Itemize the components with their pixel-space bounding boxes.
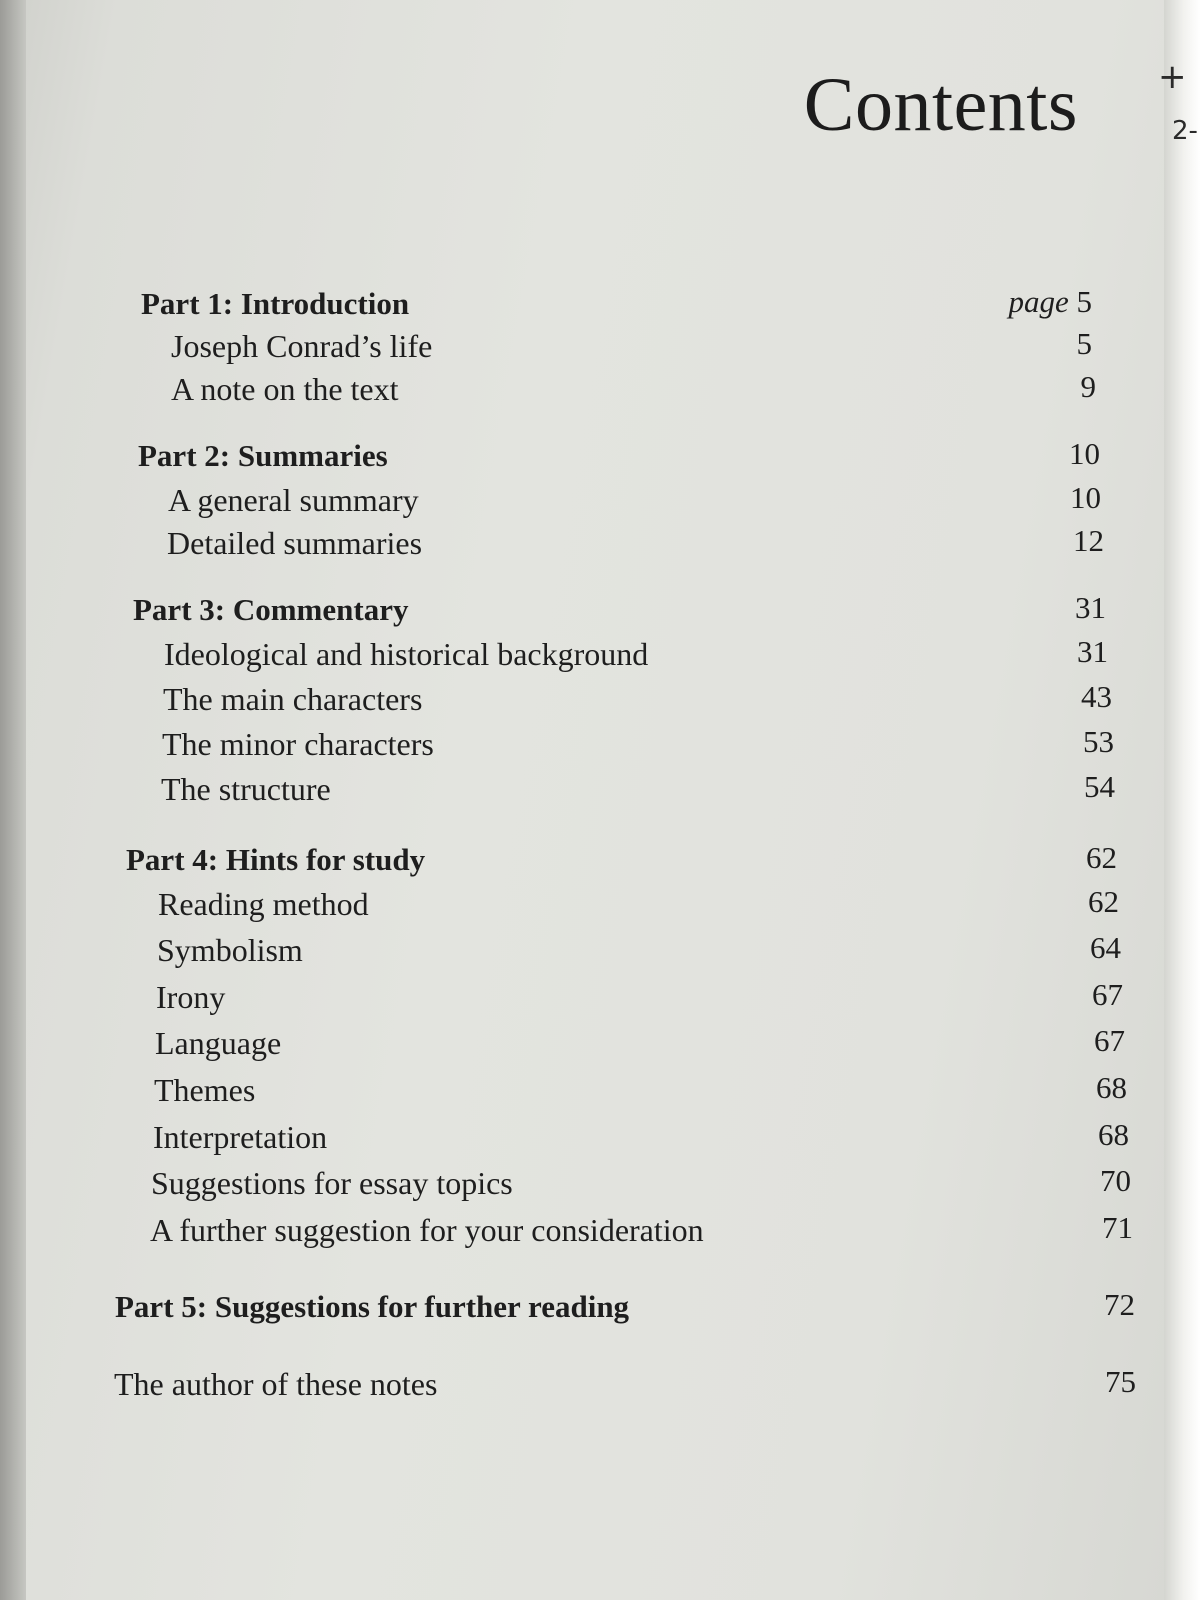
toc-part-heading: Part 1: Introduction — [141, 286, 410, 321]
toc-entry-label: Detailed summaries — [167, 525, 423, 561]
toc-part-heading: Part 3: Commentary — [133, 592, 409, 627]
toc-part-heading: Part 5: Suggestions for further reading — [115, 1289, 630, 1324]
toc-page-number: 68 — [1096, 1070, 1127, 1105]
toc-entry-label: A note on the text — [171, 371, 399, 407]
toc-entry-label: Language — [155, 1025, 282, 1061]
toc-entry-label: Reading method — [158, 886, 369, 922]
toc-page-number: 9 — [1080, 369, 1096, 404]
toc-page-number: 71 — [1102, 1210, 1133, 1245]
toc-entry-label: The author of these notes — [114, 1366, 438, 1402]
toc-entry-label: The structure — [161, 771, 331, 807]
toc-page-number: 67 — [1094, 1023, 1125, 1058]
toc-page-number: 10 — [1070, 480, 1101, 515]
page-prefix: page — [1008, 284, 1069, 319]
toc-entry-label: A further suggestion for your consideration — [150, 1212, 704, 1248]
toc-page-number: 10 — [1069, 436, 1100, 471]
toc-page-number: 75 — [1105, 1364, 1136, 1399]
toc-page-number: 31 — [1075, 590, 1106, 625]
toc-page-number: 54 — [1084, 769, 1115, 804]
toc-page-number: 72 — [1104, 1287, 1135, 1322]
toc-page-number: 5 — [1076, 326, 1092, 361]
toc-entry-label: Interpretation — [153, 1119, 328, 1155]
toc-page-number: 43 — [1081, 679, 1112, 714]
toc-entry-label: A general summary — [168, 482, 419, 518]
toc-page-number — [952, 282, 1092, 322]
toc-page-number: 62 — [1086, 840, 1117, 875]
toc-entry-label: Irony — [156, 979, 226, 1015]
page-title: Contents — [803, 63, 1078, 147]
page-number-value: 5 — [1076, 284, 1092, 319]
toc-page-number: 67 — [1092, 977, 1123, 1012]
toc-page-number: 70 — [1100, 1163, 1131, 1198]
toc-entry-label: Ideological and historical background — [164, 636, 649, 672]
toc-entry-label: Joseph Conrad’s life — [171, 328, 433, 364]
toc-entry-label: Themes — [154, 1072, 256, 1108]
toc-page-number: 12 — [1073, 523, 1104, 558]
toc-page-number: 53 — [1083, 724, 1114, 759]
toc-page-number: 62 — [1088, 884, 1119, 919]
pencil-mark: + — [1158, 57, 1187, 97]
pencil-note: 2- — [1172, 116, 1198, 146]
toc-entry-label: The minor characters — [162, 726, 434, 762]
toc-part-heading: Part 4: Hints for study — [126, 842, 426, 877]
toc-page-number: 31 — [1077, 634, 1108, 669]
toc-page-number: 68 — [1098, 1117, 1129, 1152]
toc-entry-label: Symbolism — [157, 932, 303, 968]
toc-entry-label: Suggestions for essay topics — [151, 1165, 513, 1201]
toc-page-number: 64 — [1090, 930, 1121, 965]
toc-part-heading: Part 2: Summaries — [138, 438, 388, 473]
toc-entry-label: The main characters — [163, 681, 423, 717]
